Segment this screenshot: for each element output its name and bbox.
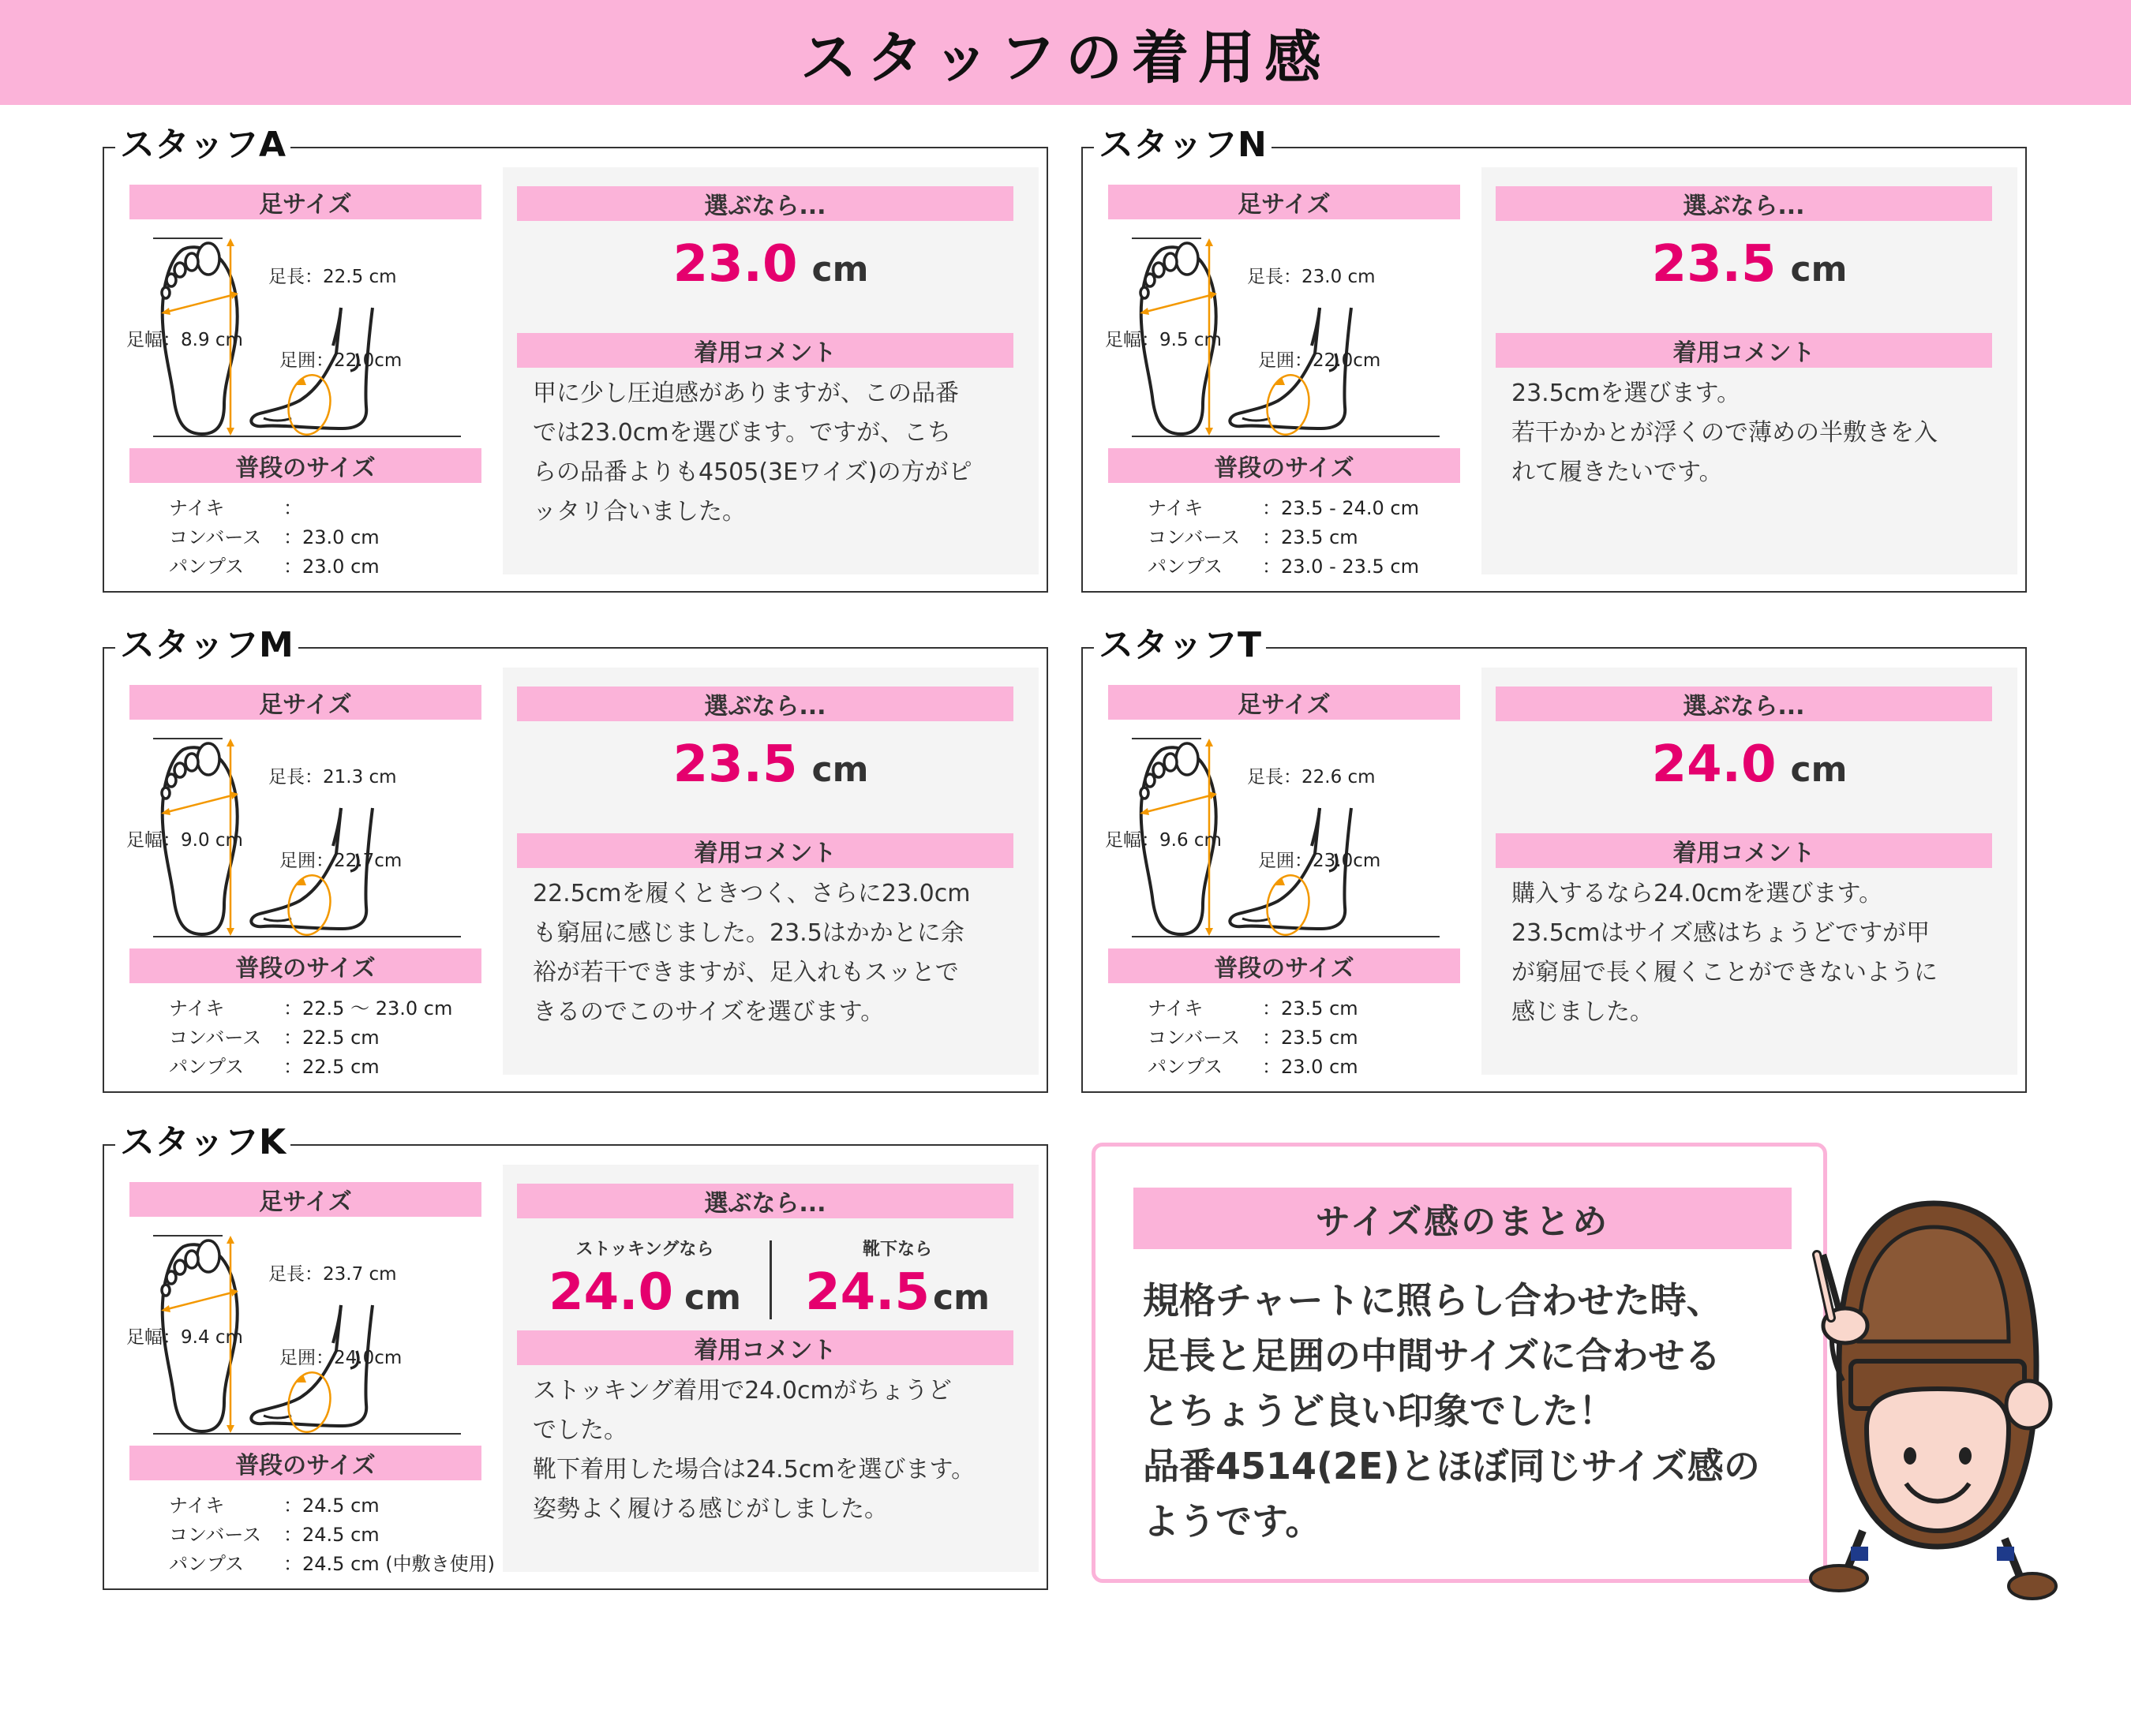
colon: ：	[283, 1495, 302, 1517]
foot-width-value: 9.4 cm	[181, 1327, 243, 1348]
choice-panel	[503, 1165, 1039, 1572]
foot-length-label: 足長：	[268, 1264, 323, 1285]
foot-girth-label: 足囲：	[279, 1348, 334, 1368]
wear-comment: 購入するなら24.0cmを選びます。 23.5cmはサイズ感はちょうどですが甲 が窮屈で長く履くことができないように 感じました。	[1511, 880, 1938, 1026]
colon: ：	[283, 1056, 302, 1078]
comment-header: 着用コメント	[517, 833, 1013, 868]
foot-length	[268, 762, 397, 788]
staff-panel-t	[1081, 625, 2027, 1093]
foot-width-value: 9.6 cm	[1159, 830, 1222, 851]
normal-size-list	[169, 994, 452, 1082]
foot-length-value: 22.6 cm	[1301, 767, 1376, 788]
colon: ：	[1262, 556, 1281, 578]
colon: ：	[1262, 997, 1281, 1020]
foot-length-label: 足長：	[1247, 767, 1301, 788]
summary-text: 規格チャートに照らし合わせた時、 足長と足囲の中間サイズに合わせる とちょうど良い印象でした！ 品番4514(2E)とほぼ同じサイズ感の ようです。	[1143, 1279, 1760, 1543]
choice-size	[1481, 235, 2017, 306]
cm-unit: cm	[1790, 249, 1848, 290]
normal-size-header: 普段のサイズ	[1108, 448, 1460, 483]
staff-name: スタッフA	[115, 125, 290, 166]
pumps-value: 24.5 cm (中敷き使用)	[302, 1553, 495, 1575]
colon: ：	[283, 997, 302, 1020]
choose-header: 選ぶなら...	[1496, 687, 1992, 721]
foot-girth-value: 22.0cm	[334, 350, 403, 371]
choice-value: 24.0	[1651, 735, 1777, 794]
nike-row	[169, 494, 380, 523]
pumps-label: パンプス	[1148, 1056, 1223, 1078]
choice-size	[1481, 735, 2017, 806]
foot-width-label: 足幅：	[1105, 330, 1159, 350]
colon: ：	[1262, 1056, 1281, 1078]
foot-length-value: 23.0 cm	[1301, 267, 1376, 287]
foot-size-header: 足サイズ	[1108, 685, 1460, 720]
colon: ：	[283, 1027, 302, 1049]
normal-size-header: 普段のサイズ	[129, 1446, 481, 1480]
normal-size-list	[169, 1491, 495, 1579]
foot-width	[1105, 325, 1222, 351]
converse-row	[169, 523, 380, 552]
choice-socks-label: 靴下なら	[862, 1240, 932, 1259]
foot-length-label: 足長：	[268, 767, 323, 788]
cm-unit: cm	[683, 1278, 741, 1318]
foot-width-value: 8.9 cm	[181, 330, 243, 350]
choice-value: 23.5	[1651, 235, 1777, 294]
pumps-row	[1148, 1053, 1358, 1082]
foot-girth	[1258, 346, 1380, 372]
pumps-row	[169, 1550, 495, 1579]
staff-panel-a	[103, 125, 1048, 593]
colon: ：	[1262, 497, 1281, 519]
foot-length	[268, 262, 397, 288]
normal-size-list	[1148, 994, 1358, 1082]
converse-label: コンバース	[1148, 526, 1241, 548]
staff-panel-m	[103, 625, 1048, 1093]
foot-width	[1105, 825, 1222, 851]
cm-unit: cm	[932, 1278, 990, 1318]
converse-label: コンバース	[169, 526, 262, 548]
pumps-row	[1148, 552, 1419, 582]
nike-label: ナイキ	[169, 497, 225, 519]
choose-header: 選ぶなら...	[517, 687, 1013, 721]
pumps-label: パンプス	[169, 556, 245, 578]
pumps-value: 23.0 - 23.5 cm	[1281, 556, 1419, 578]
choice-socks	[779, 1236, 1016, 1322]
converse-label: コンバース	[169, 1524, 262, 1546]
normal-size-header: 普段のサイズ	[129, 948, 481, 983]
pumps-label: パンプス	[1148, 556, 1223, 578]
colon: ：	[1262, 526, 1281, 548]
staff-name: スタッフM	[115, 625, 298, 666]
converse-value: 23.5 cm	[1281, 526, 1358, 548]
foot-length	[268, 1259, 397, 1285]
foot-size-header: 足サイズ	[129, 1182, 481, 1217]
foot-length-label: 足長：	[268, 267, 323, 287]
foot-size-header: 足サイズ	[129, 185, 481, 219]
nike-label: ナイキ	[1148, 997, 1204, 1020]
staff-panel-k	[103, 1122, 1048, 1590]
converse-value: 23.5 cm	[1281, 1027, 1358, 1049]
choice-stocking-label: ストッキングなら	[575, 1240, 714, 1259]
page-title: スタッフの着用感	[800, 24, 1331, 91]
converse-value: 22.5 cm	[302, 1027, 380, 1049]
converse-label: コンバース	[1148, 1027, 1241, 1049]
foot-size-header: 足サイズ	[129, 685, 481, 720]
foot-width	[126, 325, 243, 351]
pumps-label: パンプス	[169, 1056, 245, 1078]
foot-girth	[279, 846, 402, 872]
foot-length-value: 21.3 cm	[323, 767, 397, 788]
pumps-row	[169, 552, 380, 582]
converse-row	[169, 1023, 452, 1053]
choice-panel	[503, 668, 1039, 1075]
foot-length-value: 23.7 cm	[323, 1264, 397, 1285]
normal-size-header: 普段のサイズ	[129, 448, 481, 483]
foot-size-header: 足サイズ	[1108, 185, 1460, 219]
cm-unit: cm	[811, 249, 869, 290]
colon: ：	[283, 1553, 302, 1575]
nike-row	[169, 994, 452, 1023]
nike-label: ナイキ	[169, 1495, 225, 1517]
pumps-value: 22.5 cm	[302, 1056, 380, 1078]
nike-value: 22.5 ～ 23.0 cm	[302, 997, 453, 1020]
choice-stocking-value: 24.0	[549, 1263, 673, 1322]
summary-box	[1092, 1143, 1827, 1583]
foot-girth-value: 23.0cm	[1313, 851, 1381, 871]
choice-panel	[1481, 167, 2017, 574]
foot-length-value: 22.5 cm	[323, 267, 397, 287]
wear-comment: 22.5cmを履くときつく、さらに23.0cm も窮屈に感じました。23.5はかかとに余 裕が若干できますが、足入れもスッとで きるのでこのサイズを選びます。	[533, 880, 971, 1026]
staff-name: スタッフN	[1094, 125, 1271, 166]
foot-width	[126, 825, 243, 851]
colon: ：	[283, 1524, 302, 1546]
foot-width	[126, 1323, 243, 1349]
colon: ：	[283, 497, 302, 519]
nike-label: ナイキ	[1148, 497, 1204, 519]
wear-comment: ストッキング着用で24.0cmがちょうど でした。 靴下着用した場合は24.5cmを選びます。 姿勢よく履ける感じがしました。	[533, 1377, 976, 1523]
foot-girth-value: 24.0cm	[334, 1348, 403, 1368]
foot-girth-label: 足囲：	[279, 851, 334, 871]
choice-socks-value: 24.5	[805, 1263, 930, 1322]
normal-size-list	[1148, 494, 1419, 582]
wear-comment: 甲に少し圧迫感がありますが、この品番 では23.0cmを選びます。ですが、こち らの品番よりも4505(3Eワイズ)の方がピ ッタリ合いました。	[533, 380, 972, 526]
foot-width-label: 足幅：	[126, 830, 181, 851]
cm-unit: cm	[1790, 750, 1848, 790]
foot-girth-value: 22.0cm	[1313, 350, 1381, 371]
nike-value: 23.5 - 24.0 cm	[1281, 497, 1419, 519]
colon: ：	[283, 556, 302, 578]
choose-header: 選ぶなら...	[517, 1184, 1013, 1218]
foot-girth	[279, 346, 402, 372]
choice-panel	[503, 167, 1039, 574]
mascot-shoe-character-icon	[1807, 1192, 2068, 1602]
comment-header: 着用コメント	[517, 1330, 1013, 1365]
foot-girth-label: 足囲：	[1258, 851, 1313, 871]
foot-girth-label: 足囲：	[1258, 350, 1313, 371]
converse-row	[1148, 1023, 1358, 1053]
normal-size-list	[169, 494, 380, 582]
nike-row	[1148, 494, 1419, 523]
nike-row	[1148, 994, 1358, 1023]
choose-header: 選ぶなら...	[1496, 186, 1992, 221]
foot-width-label: 足幅：	[126, 330, 181, 350]
choose-header: 選ぶなら...	[517, 186, 1013, 221]
foot-width-label: 足幅：	[1105, 830, 1159, 851]
foot-width-label: 足幅：	[126, 1327, 181, 1348]
choice-panel	[1481, 668, 2017, 1075]
comment-header: 着用コメント	[1496, 333, 1992, 368]
foot-girth-value: 22.7cm	[334, 851, 403, 871]
foot-girth	[1258, 846, 1380, 872]
colon: ：	[283, 526, 302, 548]
staff-panel-n	[1081, 125, 2027, 593]
nike-value: 23.5 cm	[1281, 997, 1358, 1020]
foot-length-label: 足長：	[1247, 267, 1301, 287]
pumps-row	[169, 1053, 452, 1082]
pumps-value: 23.0 cm	[1281, 1056, 1358, 1078]
converse-label: コンバース	[169, 1027, 262, 1049]
converse-row	[169, 1521, 495, 1550]
foot-length	[1247, 762, 1376, 788]
choice-value: 23.5	[672, 735, 798, 794]
staff-name: スタッフK	[115, 1122, 290, 1163]
summary-title: サイズ感のまとめ	[1133, 1188, 1792, 1249]
wear-comment: 23.5cmを選びます。 若干かかとが浮くので薄めの半敷きを入 れて履きたいです。	[1511, 380, 1938, 486]
pumps-value: 23.0 cm	[302, 556, 380, 578]
choice-stocking	[526, 1236, 763, 1322]
header-bar	[0, 0, 2131, 105]
converse-value: 24.5 cm	[302, 1524, 380, 1546]
converse-row	[1148, 523, 1419, 552]
foot-girth-label: 足囲：	[279, 350, 334, 371]
nike-row	[169, 1491, 495, 1521]
cm-unit: cm	[811, 750, 869, 790]
foot-width-value: 9.5 cm	[1159, 330, 1222, 350]
comment-header: 着用コメント	[1496, 833, 1992, 868]
foot-width-value: 9.0 cm	[181, 830, 243, 851]
comment-header: 着用コメント	[517, 333, 1013, 368]
choice-divider	[770, 1240, 772, 1319]
nike-value: 24.5 cm	[302, 1495, 380, 1517]
staff-name: スタッフT	[1094, 625, 1266, 666]
colon: ：	[1262, 1027, 1281, 1049]
choice-size	[503, 235, 1039, 306]
choice-size	[503, 735, 1039, 806]
pumps-label: パンプス	[169, 1553, 245, 1575]
foot-girth	[279, 1343, 402, 1369]
nike-label: ナイキ	[169, 997, 225, 1020]
converse-value: 23.0 cm	[302, 526, 380, 548]
foot-length	[1247, 262, 1376, 288]
normal-size-header: 普段のサイズ	[1108, 948, 1460, 983]
choice-value: 23.0	[672, 235, 798, 294]
